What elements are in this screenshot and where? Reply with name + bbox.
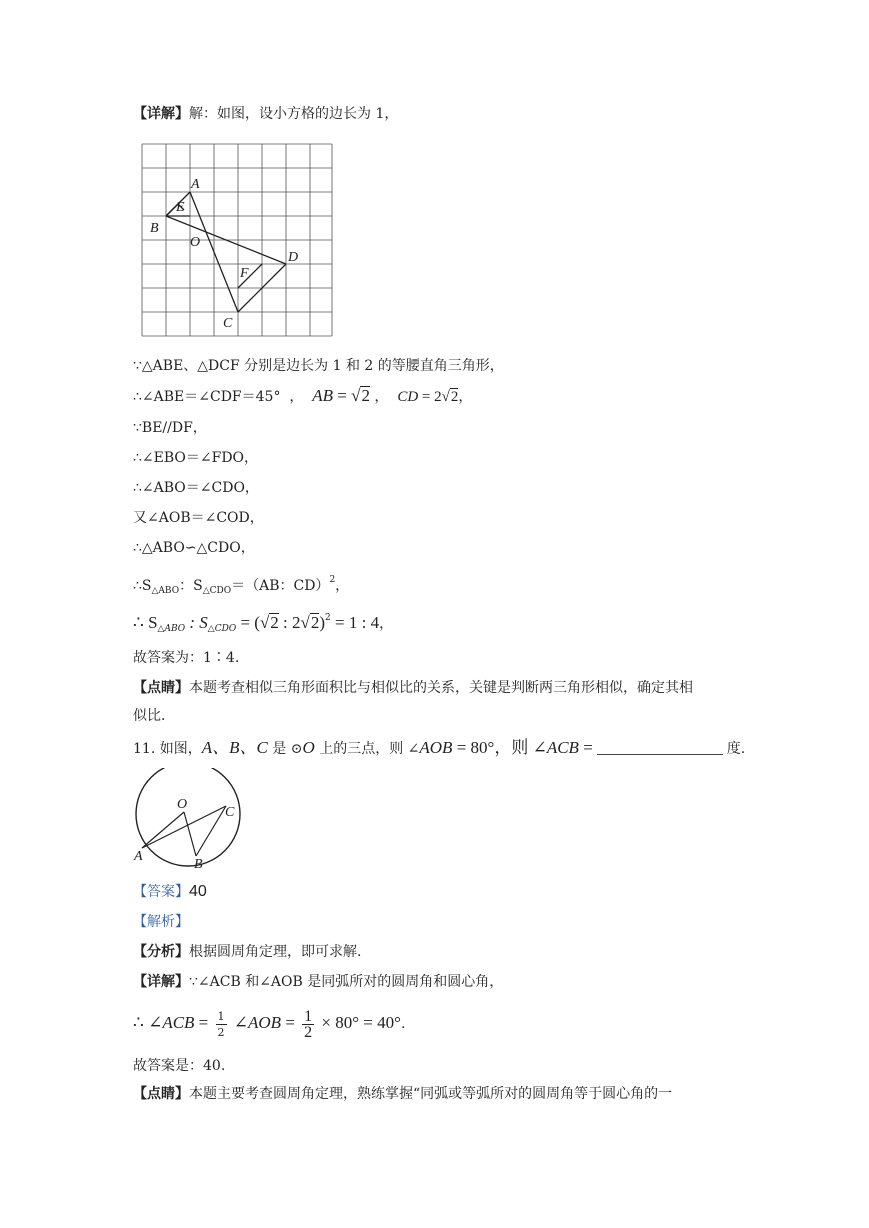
- proof-line-10: ∴ $S_{\triangle ABO}$ : $S_{\triangle CDO} = (√2$ : 2√2)$^2$ = 1 : 4，: [133, 613, 394, 634]
- proof-line-8: ∴△ABO∽△CDO，: [133, 540, 255, 556]
- final-answer-line: 故答案是：40.: [133, 1058, 226, 1074]
- label-f: F: [240, 266, 249, 281]
- proof-line-9: $\therefore S_{\triangle ABO}$：$S_{\triangle CDO}=(AB$：CD）$^2$，: [133, 575, 350, 596]
- label-c: C: [225, 805, 235, 820]
- detail-text: 解：如图，设小方格的边长为 1，: [189, 106, 399, 122]
- xiangjie-line: 【详解】∵∠ACB 和∠AOB 是同弧所对的圆周角和圆心角，: [133, 974, 504, 990]
- answer-value: 40: [189, 883, 207, 900]
- label-a: A: [191, 177, 200, 192]
- question-11: 11. 如图，A、B、C 是 ⊙O 上的三点，则 ∠AOB = 80°，则 ∠ACB = 度.: [133, 738, 746, 757]
- label-e: E: [176, 200, 185, 215]
- circle-figure: [128, 768, 248, 872]
- label-d: D: [288, 250, 299, 265]
- proof-line-5: ∴∠EBO＝∠FDO，: [133, 450, 259, 466]
- label-c: C: [223, 316, 233, 331]
- dianjing-cont: 似比.: [133, 708, 166, 724]
- segment-ob: [184, 812, 196, 856]
- detail-tag: 【详解】: [133, 106, 189, 122]
- grid-figure: [138, 140, 338, 340]
- detail-line: [133, 104, 398, 124]
- dianjing-line: 【点睛】本题考查相似三角形面积比与相似比的关系，关键是判断两三角形相似，确定其相: [133, 680, 693, 696]
- answer-line: [133, 882, 207, 902]
- dianjing-tag: 【点睛】: [133, 680, 189, 696]
- proof-line-3: ∴∠ABE＝∠CDF＝45° ， AB = √2 ， CD = 2√2，: [133, 386, 473, 405]
- proof-line-11: 故答案为：1∶4.: [133, 650, 240, 666]
- label-b: B: [194, 857, 203, 872]
- analysis-line: [133, 912, 189, 932]
- proof-line-6: ∴∠ABO＝∠CDO，: [133, 480, 259, 496]
- label-o: O: [177, 797, 188, 812]
- label-a: A: [134, 849, 143, 864]
- answer-tag: 【答案】: [133, 884, 189, 900]
- label-b: B: [150, 221, 159, 236]
- fenxi-line: 【分析】根据圆周角定理，即可求解.: [133, 944, 362, 960]
- answer-blank: [597, 740, 723, 755]
- analysis-tag: 【解析】: [133, 914, 189, 930]
- dianjing2-line: 【点睛】本题主要考查圆周角定理，熟练掌握“同弧或等弧所对的圆周角等于圆心角的一: [133, 1086, 673, 1102]
- proof-line-7: 又∠AOB＝∠COD，: [133, 510, 264, 526]
- label-o: O: [190, 235, 201, 250]
- equation-line: ∴ ∠ACB = $\frac{1}{2}$ ∠AOB = $\frac{1}{2}$ × 80° = 40°.: [133, 1007, 406, 1041]
- proof-line-2: ∵△ABE、△DCF 分别是边长为 1 和 2 的等腰直角三角形，: [133, 358, 504, 374]
- proof-line-4: ∵BE//DF，: [133, 420, 207, 436]
